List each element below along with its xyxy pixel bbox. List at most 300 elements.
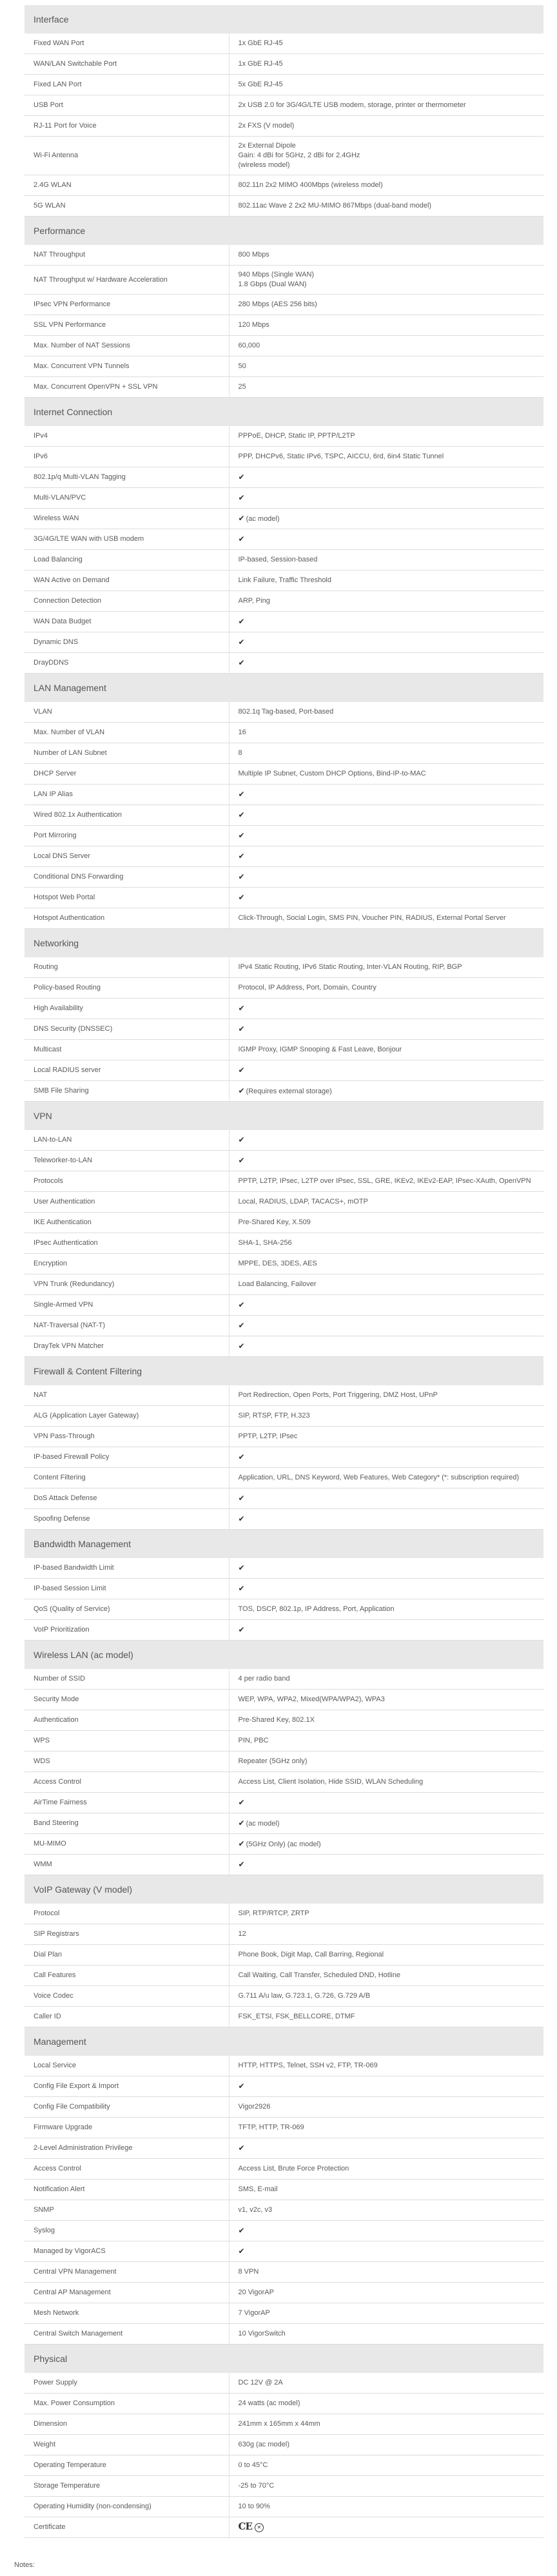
spec-value-text: 24 watts (ac model) [238,2399,300,2407]
table-row [24,702,543,723]
table-row [24,1966,543,1986]
check-icon: ✔ [238,789,245,799]
spec-label: Teleworker-to-LAN [24,1151,229,1171]
spec-value [229,1855,543,1875]
spec-value-text: 1x GbE RJ-45 [238,60,283,68]
spec-value [229,2435,543,2455]
table-row [24,315,543,336]
spec-value [229,1710,543,1731]
spec-label: Operating Humidity (non-condensing) [24,2497,229,2517]
table-row [24,2200,543,2221]
table-row [24,2324,543,2345]
spec-value-text: Vigor2926 [238,2103,271,2111]
spec-label: Central AP Management [24,2283,229,2303]
spec-value-text: Port Redirection, Open Ports, Port Triggering, DMZ Host, UPnP [238,1391,438,1399]
check-icon: ✔ [238,1859,245,1869]
spec-label: Encryption [24,1254,229,1274]
spec-value [229,137,543,175]
check-icon: ✔ [238,1493,245,1503]
spec-value [229,743,543,764]
spec-label: LAN IP Alias [24,785,229,805]
table-row [24,467,543,488]
table-row [24,1793,543,1813]
table-row [24,509,543,529]
spec-value [229,653,543,674]
check-icon: ✔ [238,1839,245,1848]
spec-value-text: 8 VPN [238,2268,259,2276]
spec-value [229,908,543,929]
section-title: Wireless LAN (ac model) [24,1641,543,1670]
table-row [24,137,543,175]
table-row [24,1834,543,1855]
spec-value [229,785,543,805]
spec-value [229,2324,543,2345]
table-row [24,1855,543,1875]
table-row [24,2118,543,2138]
spec-value-text: 7 VigorAP [238,2309,270,2317]
spec-value-text: Local, RADIUS, LDAP, TACACS+, mOTP [238,1198,368,1205]
table-row [24,1254,543,1274]
table-row [24,1130,543,1151]
table-row [24,1171,543,1192]
spec-table [24,5,543,2538]
spec-value-text: IPv4 Static Routing, IPv6 Static Routing, Inter-VLAN Routing, RIP, BGP [238,963,462,971]
table-row [24,846,543,867]
spec-value-text: 120 Mbps [238,321,269,329]
spec-value-text: Access List, Client Isolation, Hide SSID, WLAN Scheduling [238,1778,424,1786]
ce-mark-icon: CE [238,2521,252,2532]
table-row [24,2517,543,2538]
spec-value [229,1316,543,1336]
table-row [24,571,543,591]
table-row [24,957,543,978]
spec-value-text: 802.1q Tag-based, Port-based [238,708,334,716]
spec-value [229,2476,543,2497]
spec-value-text: Repeater (5GHz only) [238,1757,308,1765]
section-header-voip-gateway-v-model [24,1875,543,1904]
table-row [24,2373,543,2394]
check-icon: ✔ [238,1818,245,1828]
spec-value [229,2283,543,2303]
check-icon: ✔ [238,1003,245,1013]
spec-value-text: Multiple IP Subnet, Custom DHCP Options, Bind-IP-to-MAC [238,770,426,777]
check-icon: ✔ [238,534,245,543]
spec-label: 5G WLAN [24,196,229,217]
spec-value [229,266,543,295]
check-icon: ✔ [238,637,245,647]
table-row [24,95,543,116]
spec-label: IKE Authentication [24,1213,229,1233]
spec-value-text: Pre-Shared Key, 802.1X [238,1716,315,1724]
spec-value [229,2221,543,2241]
spec-value [229,1599,543,1620]
table-row [24,1040,543,1060]
table-row [24,1406,543,1427]
spec-value [229,1447,543,1468]
table-row [24,591,543,612]
spec-value-text: 802.11n 2x2 MIMO 400Mbps (wireless model) [238,181,383,189]
spec-value-text: 280 Mbps (AES 256 bits) [238,300,317,308]
spec-label: Central Switch Management [24,2324,229,2345]
table-row [24,1192,543,1213]
spec-value [229,356,543,377]
spec-label: 3G/4G/LTE WAN with USB modem [24,529,229,550]
spec-value-text: 20 VigorAP [238,2288,274,2296]
spec-value-text: 50 [238,362,246,370]
spec-value [229,1986,543,2007]
check-icon: ✔ [238,1583,245,1593]
spec-label: Band Steering [24,1813,229,1834]
check-icon: ✔ [238,892,245,902]
spec-label: Config File Compatibility [24,2097,229,2118]
spec-value [229,529,543,550]
spec-value [229,1945,543,1966]
spec-label: Load Balancing [24,550,229,571]
check-icon: ✔ [238,1514,245,1523]
table-row [24,743,543,764]
check-icon: ✔ [238,1563,245,1572]
spec-label: DNS Security (DNSSEC) [24,1019,229,1040]
spec-value [229,1130,543,1151]
table-row [24,888,543,908]
spec-value-text: 1x GbE RJ-45 [238,39,283,47]
check-icon: ✔ [238,513,245,523]
spec-value [229,805,543,826]
section-title: Interface [24,5,543,34]
check-icon: ✔ [238,2143,245,2152]
spec-value [229,1509,543,1530]
check-icon: ✔ [238,872,245,881]
spec-label: Wired 802.1x Authentication [24,805,229,826]
spec-value [229,2138,543,2159]
spec-value [229,2241,543,2262]
spec-value-text: IP-based, Session-based [238,556,318,563]
section-header-internet-connection [24,398,543,427]
section-header-management [24,2027,543,2056]
spec-label: Policy-based Routing [24,978,229,999]
table-row [24,34,543,54]
spec-value [229,2414,543,2435]
spec-value-text: 2x USB 2.0 for 3G/4G/LTE USB modem, storage, printer or thermometer [238,101,466,109]
spec-label: 2.4G WLAN [24,175,229,196]
spec-label: Port Mirroring [24,826,229,846]
spec-label: Syslog [24,2221,229,2241]
spec-label: AirTime Fairness [24,1793,229,1813]
spec-value-text: IGMP Proxy, IGMP Snooping & Fast Leave, Bonjour [238,1046,402,1053]
spec-value-text: 12 [238,1930,246,1938]
spec-value [229,2076,543,2097]
spec-value [229,75,543,95]
section-header-interface [24,5,543,34]
check-icon: ✔ [238,2081,245,2091]
spec-label: Dynamic DNS [24,632,229,653]
spec-value [229,999,543,1019]
spec-label: Max. Concurrent OpenVPN + SSL VPN [24,377,229,398]
spec-value [229,426,543,447]
table-row [24,1274,543,1295]
spec-label: WPS [24,1731,229,1751]
spec-label: Local DNS Server [24,846,229,867]
section-header-bandwidth-management [24,1530,543,1559]
spec-table-container [24,5,543,2538]
spec-label: 802.1p/q Multi-VLAN Tagging [24,467,229,488]
spec-label: Wi-Fi Antenna [24,137,229,175]
spec-label: Connection Detection [24,591,229,612]
table-row [24,116,543,137]
spec-value [229,2007,543,2027]
table-row [24,1336,543,1357]
spec-value [229,175,543,196]
spec-value [229,1060,543,1081]
spec-label: Voice Codec [24,1986,229,2007]
spec-value [229,1751,543,1772]
spec-value [229,1019,543,1040]
spec-label: Security Mode [24,1690,229,1710]
table-row [24,1710,543,1731]
check-icon: ✔ [238,1135,245,1144]
section-header-networking [24,929,543,958]
spec-value [229,1336,543,1357]
spec-value-text: PPP, DHCPv6, Static IPv6, TSPC, AICCU, 6rd, 6in4 Static Tunnel [238,453,444,460]
spec-value-text: SHA-1, SHA-256 [238,1239,292,1247]
table-row [24,1813,543,1834]
spec-value-text: SMS, E-mail [238,2185,278,2193]
table-row [24,2394,543,2414]
spec-label: Routing [24,957,229,978]
spec-label: DHCP Server [24,764,229,785]
spec-label: NAT Throughput [24,245,229,266]
spec-value-text: 630g (ac model) [238,2441,289,2448]
check-icon: ✔ [238,493,245,502]
table-row [24,1904,543,1924]
check-icon: ✔ [238,2225,245,2235]
spec-label: Number of LAN Subnet [24,743,229,764]
spec-value-text: WEP, WPA, WPA2, Mixed(WPA/WPA2), WPA3 [238,1695,385,1703]
spec-label: Dimension [24,2414,229,2435]
table-row [24,1019,543,1040]
spec-label: VoIP Prioritization [24,1620,229,1641]
table-row [24,1772,543,1793]
table-row [24,2283,543,2303]
spec-value [229,1468,543,1488]
check-icon: ✔ [238,1341,245,1351]
spec-value [229,1690,543,1710]
spec-value [229,2159,543,2180]
table-row [24,266,543,295]
check-icon: ✔ [238,1300,245,1309]
table-row [24,426,543,447]
spec-value-text: PIN, PBC [238,1737,269,1744]
spec-value-text: 800 Mbps [238,251,269,259]
table-row [24,2076,543,2097]
check-icon: ✔ [238,1320,245,1330]
table-row [24,2455,543,2476]
spec-value [229,447,543,467]
table-row [24,2159,543,2180]
spec-value [229,1488,543,1509]
table-row [24,612,543,632]
table-row [24,653,543,674]
check-icon: ✔ [238,2246,245,2256]
spec-label: Central VPN Management [24,2262,229,2283]
spec-label: Protocol [24,1904,229,1924]
table-row [24,336,543,356]
section-title: VPN [24,1102,543,1131]
section-title: Management [24,2027,543,2056]
spec-value [229,2303,543,2324]
spec-value-text: -25 to 70°C [238,2482,275,2490]
table-row [24,2476,543,2497]
spec-label: IPsec VPN Performance [24,295,229,315]
spec-value [229,34,543,54]
table-row [24,1213,543,1233]
spec-value-text: TOS, DSCP, 802.1p, IP Address, Port, Application [238,1605,395,1613]
spec-label: SIP Registrars [24,1924,229,1945]
spec-value [229,1834,543,1855]
spec-label: WMM [24,1855,229,1875]
spec-value-text: (ac model) [246,1819,280,1828]
spec-value-text: PPPoE, DHCP, Static IP, PPTP/L2TP [238,432,355,440]
spec-value [229,377,543,398]
table-row [24,1233,543,1254]
spec-label: Local RADIUS server [24,1060,229,1081]
check-icon: ✔ [238,1155,245,1165]
table-row [24,1731,543,1751]
table-row [24,1579,543,1599]
spec-label: Managed by VigorACS [24,2241,229,2262]
spec-value-text: G.711 A/u law, G.723.1, G.726, G.729 A/B [238,1992,371,2000]
table-row [24,1295,543,1316]
spec-value [229,295,543,315]
spec-value-text: (Requires external storage) [246,1087,332,1095]
spec-value [229,957,543,978]
table-row [24,550,543,571]
spec-label: Storage Temperature [24,2476,229,2497]
spec-value [229,2497,543,2517]
spec-value [229,1151,543,1171]
table-row [24,723,543,743]
spec-value [229,315,543,336]
table-row [24,1751,543,1772]
check-icon: ✔ [238,1024,245,1033]
spec-value [229,632,543,653]
spec-value [229,1213,543,1233]
spec-label: DoS Attack Defense [24,1488,229,1509]
spec-value [229,826,543,846]
section-title: Internet Connection [24,398,543,427]
spec-value-text: v1, v2c, v3 [238,2206,273,2214]
section-header-performance [24,217,543,246]
section-title: Networking [24,929,543,958]
spec-value [229,1924,543,1945]
table-row [24,867,543,888]
spec-value [229,336,543,356]
spec-label: Max. Number of VLAN [24,723,229,743]
spec-value [229,196,543,217]
spec-value [229,1254,543,1274]
spec-value [229,1427,543,1447]
table-row [24,447,543,467]
table-row [24,1427,543,1447]
spec-value [229,867,543,888]
table-row [24,2007,543,2027]
spec-value [229,1966,543,1986]
spec-value [229,1295,543,1316]
section-title: Physical [24,2345,543,2374]
table-row [24,245,543,266]
spec-label: 2-Level Administration Privilege [24,2138,229,2159]
spec-label: DrayDDNS [24,653,229,674]
table-row [24,1385,543,1406]
spec-label: Protocols [24,1171,229,1192]
table-row [24,2414,543,2435]
spec-value [229,1081,543,1102]
spec-value [229,1558,543,1579]
check-icon: ✔ [238,616,245,626]
spec-value [229,1793,543,1813]
weee-icon: ✕ [255,2523,264,2532]
table-row [24,2435,543,2455]
table-row [24,1447,543,1468]
table-row [24,1488,543,1509]
spec-label: Wireless WAN [24,509,229,529]
spec-value [229,764,543,785]
spec-label: WAN Data Budget [24,612,229,632]
spec-label: USB Port [24,95,229,116]
spec-label: SMB File Sharing [24,1081,229,1102]
table-row [24,2180,543,2200]
spec-label: MU-MIMO [24,1834,229,1855]
table-row [24,377,543,398]
spec-label: Max. Concurrent VPN Tunnels [24,356,229,377]
section-header-lan-management [24,674,543,703]
spec-value [229,1772,543,1793]
spec-label: VPN Trunk (Redundancy) [24,1274,229,1295]
table-row [24,1620,543,1641]
table-row [24,1509,543,1530]
spec-value [229,1579,543,1599]
spec-label: Conditional DNS Forwarding [24,867,229,888]
check-icon: ✔ [238,658,245,667]
table-row [24,1669,543,1690]
table-row [24,1060,543,1081]
table-row [24,1468,543,1488]
spec-table-body [24,5,543,2538]
table-row [24,196,543,217]
table-row [24,2497,543,2517]
spec-value-text: Link Failure, Traffic Threshold [238,576,331,584]
check-icon: ✔ [238,1797,245,1807]
spec-value [229,2262,543,2283]
spec-value [229,1731,543,1751]
spec-value-text: 5x GbE RJ-45 [238,81,283,88]
spec-value-text: Protocol, IP Address, Port, Domain, Country [238,984,376,991]
table-row [24,295,543,315]
spec-value-text: MPPE, DES, 3DES, AES [238,1260,317,1267]
spec-value-text: SIP, RTP/RTCP, ZRTP [238,1909,309,1917]
table-row [24,785,543,805]
table-row [24,1081,543,1102]
spec-label: IPv4 [24,426,229,447]
spec-value-text: 25 [238,383,246,391]
table-row [24,632,543,653]
spec-value-text: DC 12V @ 2A [238,2379,283,2386]
table-row [24,2056,543,2076]
spec-value [229,2180,543,2200]
spec-value [229,116,543,137]
spec-value-text: 10 to 90% [238,2503,271,2510]
spec-label: NAT [24,1385,229,1406]
